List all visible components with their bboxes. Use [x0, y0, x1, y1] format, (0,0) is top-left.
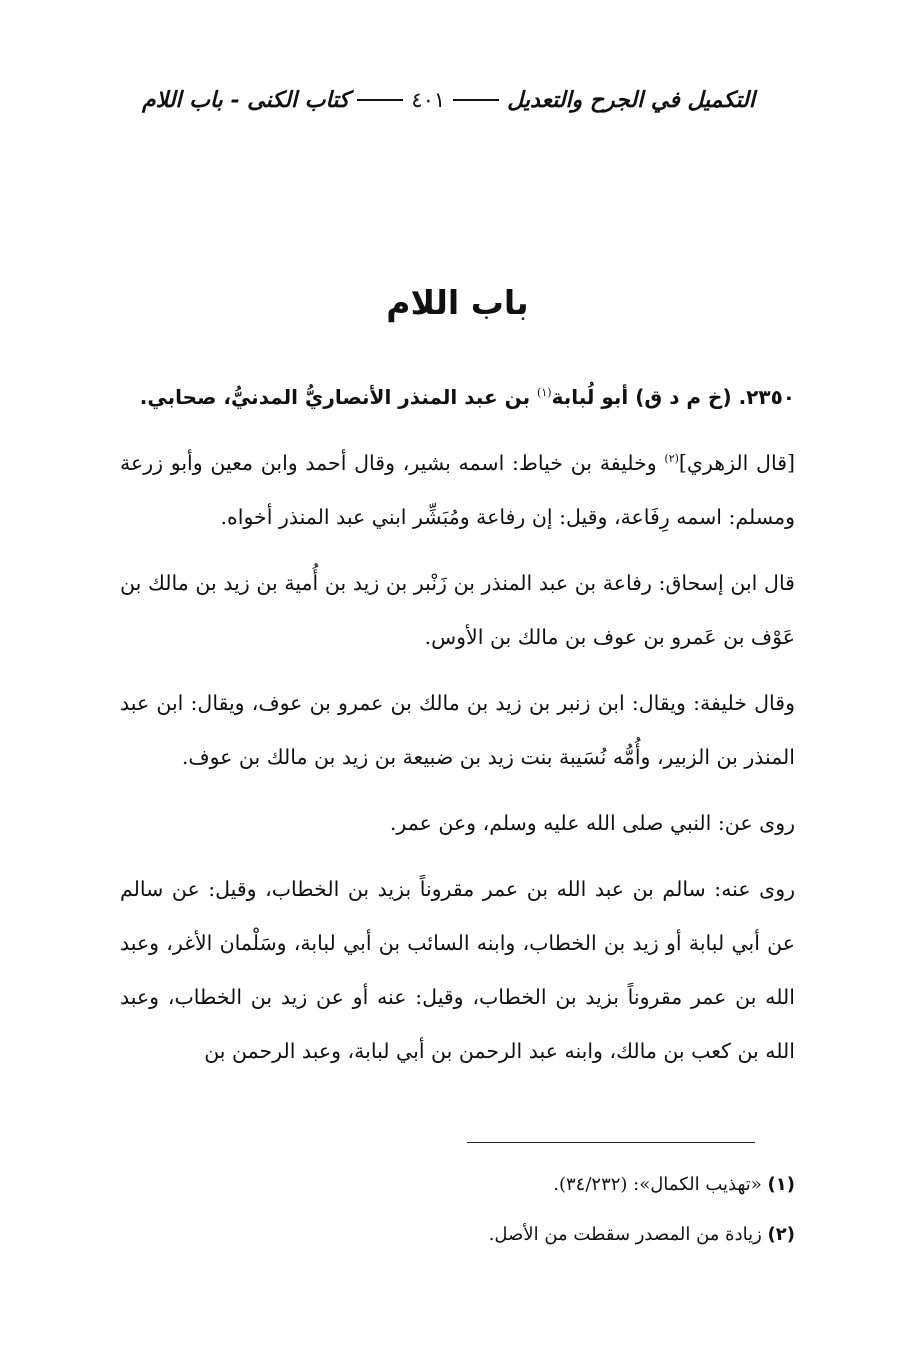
header-dash-2	[357, 99, 403, 101]
page-number: ٤٠١	[411, 88, 446, 112]
footnote-1-number: (١)	[767, 1174, 795, 1195]
body-text	[120, 370, 795, 1090]
paragraph-narrated-from: روى عن: النبي صلى الله عليه وسلم، وعن عمر.	[389, 811, 795, 835]
book-title: التكميل في الجرح والتعديل	[507, 87, 755, 113]
header-left-group	[142, 87, 755, 113]
footnote-2-text: زيادة من المصدر سقطت من الأصل.	[488, 1224, 768, 1245]
entry-heading-rest: بن عبد المنذر الأنصاريُّ المدنيُّ، صحابي.	[139, 385, 538, 409]
paragraph-narrated-by: روى عنه: سالم بن عبد الله بن عمر مقروناً بزيد بن الخطاب، وقيل: عن سالم عن أبي لبابة أو زيد بن الخطاب، وابنه السائب بن أبي لبابة، وسَلْمان الأغر، وعبد الله بن عمر مقروناً بزيد بن الخطاب، وقيل: عنه أو عن زيد بن الخطاب، وعبد الله بن كعب بن مالك، وابنه عبد الرحمن بن أبي لبابة، وعبد الرحمن بن	[120, 877, 795, 1063]
footnote-2-number: (٢)	[767, 1224, 795, 1245]
chapter-title: باب اللام	[386, 283, 529, 322]
paragraph-khalifa: وقال خليفة: ويقال: ابن زنبر بن زيد بن مالك بن عمرو بن عوف، ويقال: ابن عبد المنذر بن الزبير، وأُمُّه نُسَيبة بنت زيد بن ضبيعة بن زيد بن مالك بن عوف.	[120, 691, 795, 769]
footnote-marker-2: (٢)	[664, 452, 679, 466]
footnote-1	[120, 1160, 795, 1210]
entry-heading: ٢٣٥٠. (خ م د ق) أبو لُبابة	[551, 385, 795, 409]
footnote-2	[120, 1210, 795, 1260]
entry-paragraph	[120, 370, 795, 424]
paragraph-ibn-ishaq: قال ابن إسحاق: رفاعة بن عبد المنذر بن زَنْبر بن زيد بن أُمية بن زيد بن مالك بن عَوْف بن عَمرو بن عوف بن مالك بن الأوس.	[120, 571, 795, 649]
footnote-separator	[467, 1142, 755, 1143]
footnotes	[120, 1160, 795, 1260]
header-dash-1	[453, 99, 499, 101]
paragraph-names	[120, 436, 795, 544]
footnote-marker-1: (١)	[537, 386, 552, 400]
running-header	[100, 82, 755, 118]
section-title: كتاب الكنى - باب اللام	[141, 87, 350, 113]
footnote-1-text: «تهذيب الكمال»: (٣٤/٢٣٢).	[553, 1174, 768, 1195]
paragraph-names-b: وخليفة بن خياط: اسمه بشير، وقال أحمد وابن معين وأبو زرعة ومسلم: اسمه رِفَاعة، وقيل: إن رفاعة ومُبَشِّر ابني عبد المنذر أخواه.	[120, 451, 795, 529]
paragraph-names-a: [قال الزهري]	[678, 451, 795, 475]
